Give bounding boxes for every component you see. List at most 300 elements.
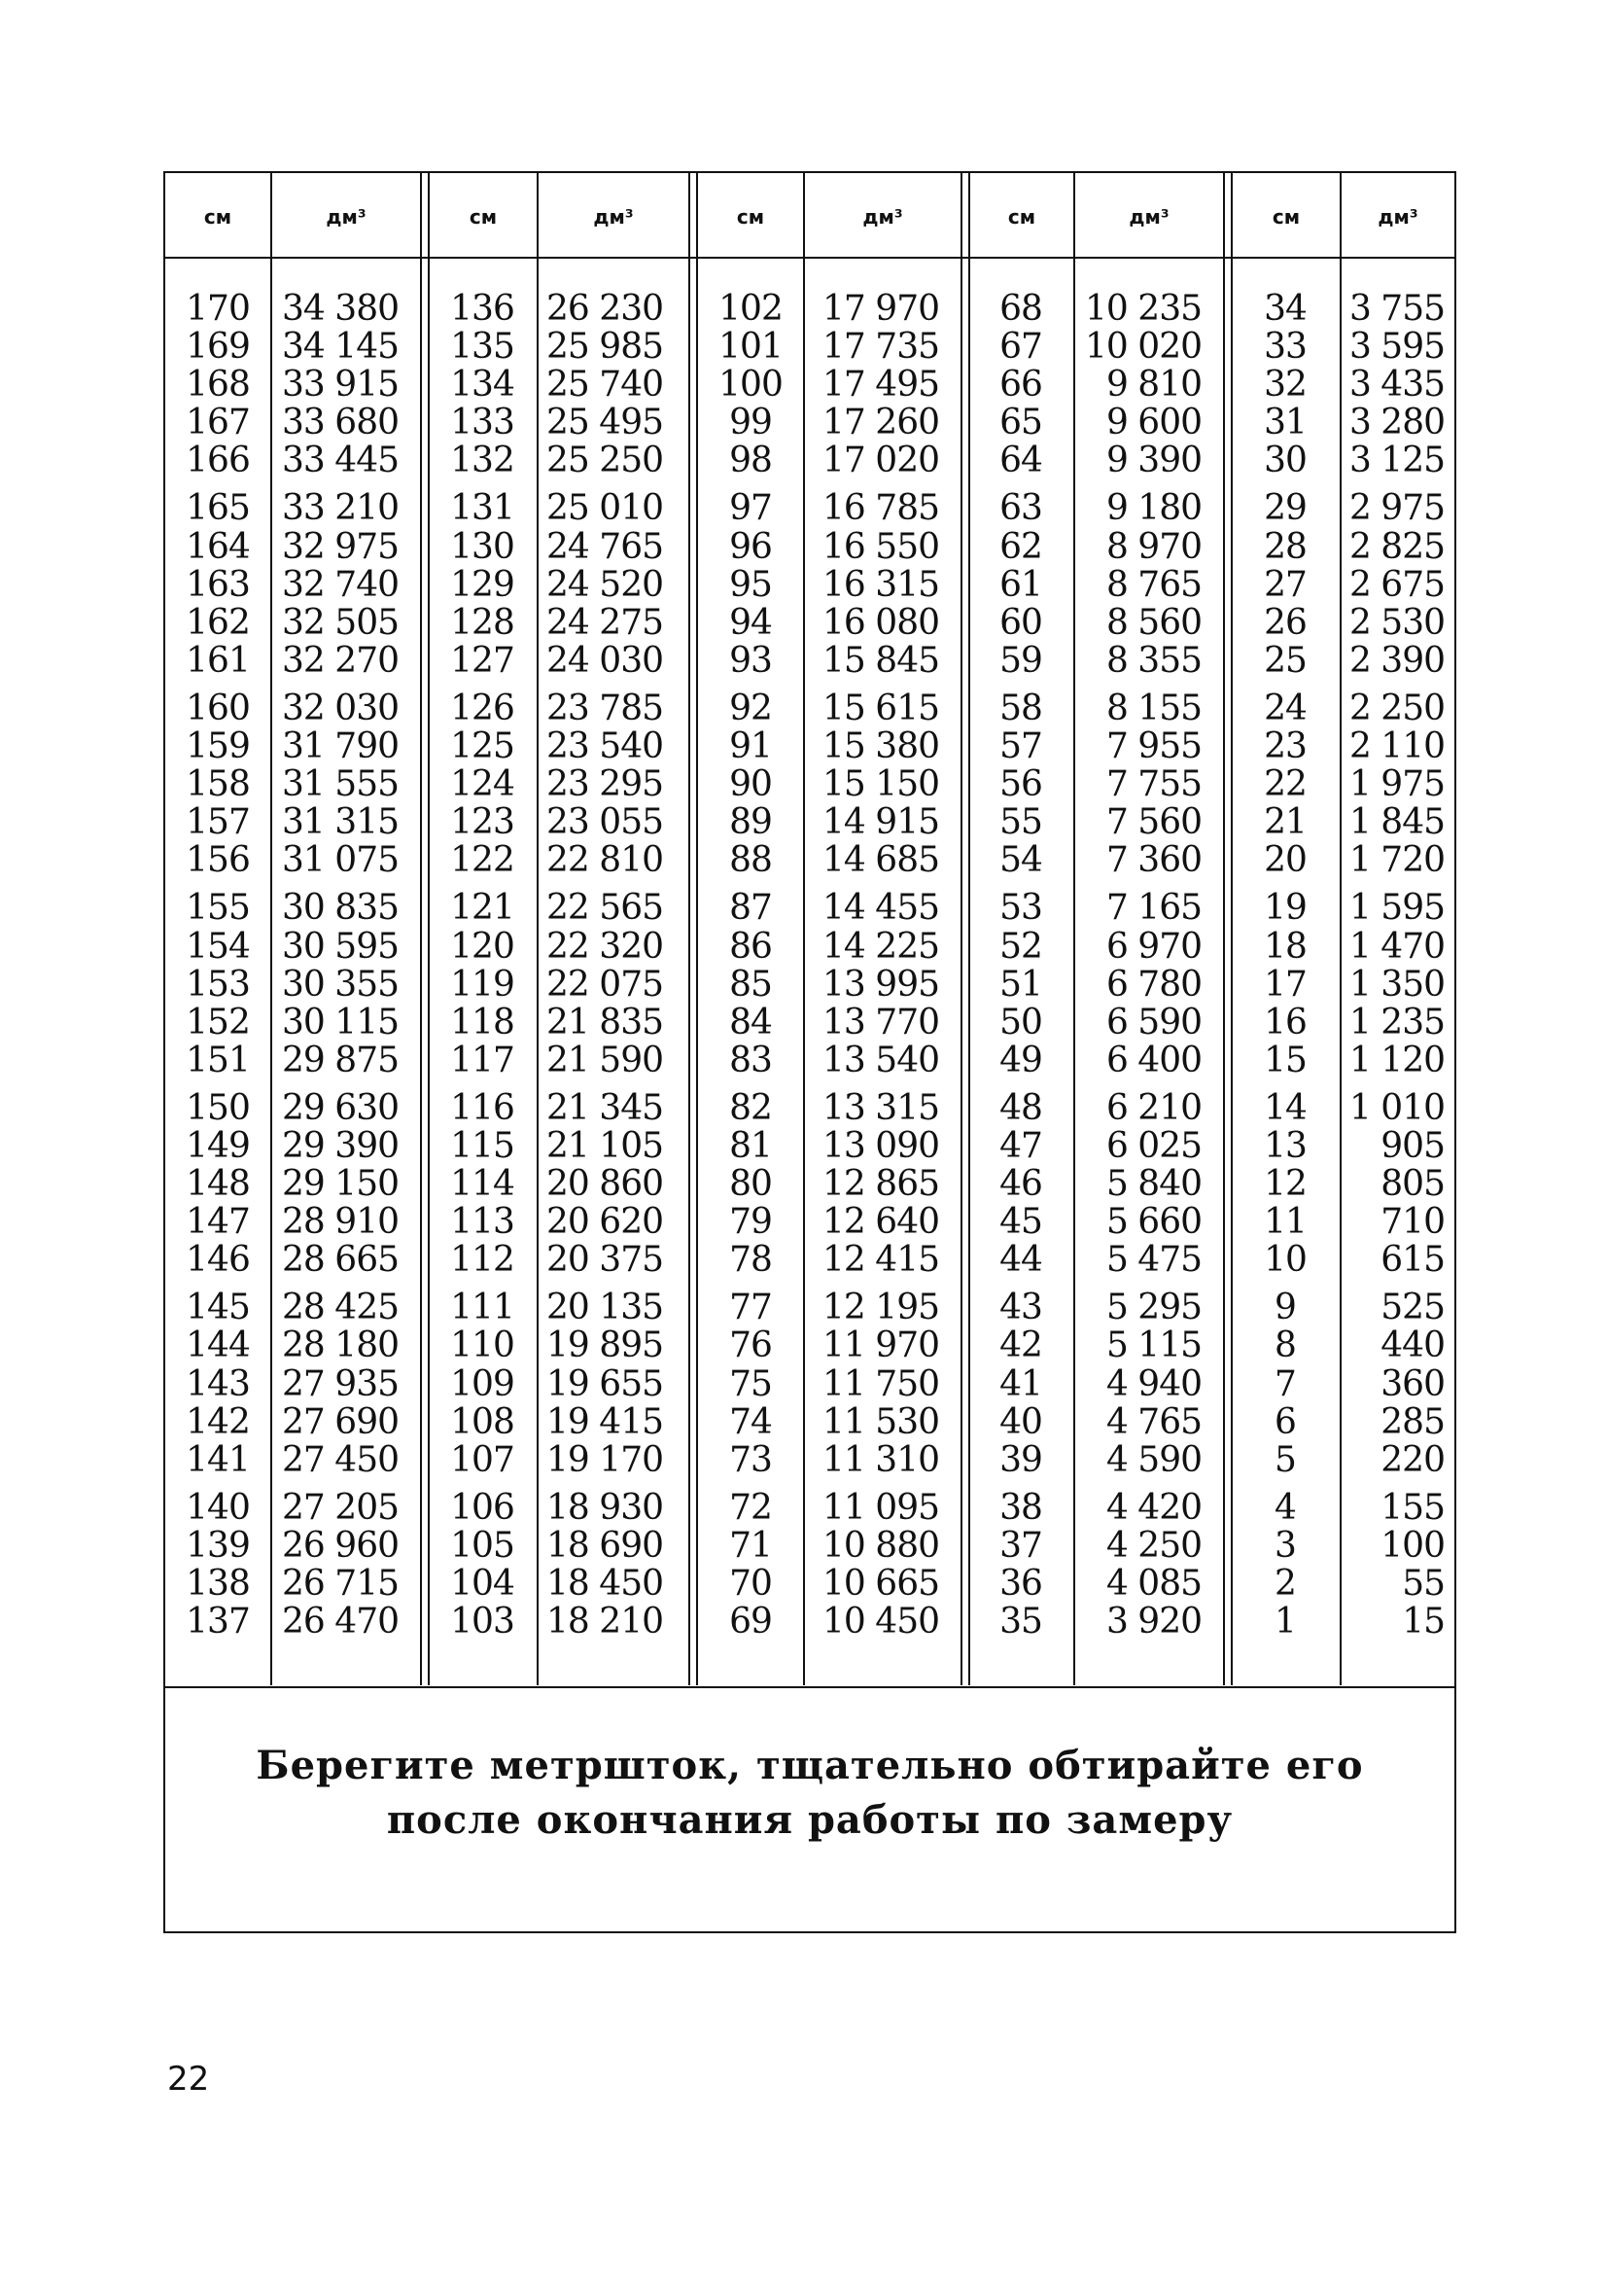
row-group xyxy=(274,489,399,679)
cm-cell: 91 xyxy=(729,726,772,767)
row-group xyxy=(274,1089,399,1279)
dm3-cell: 525 xyxy=(1380,1288,1445,1328)
row-group xyxy=(169,1289,266,1478)
row-group xyxy=(1344,1489,1445,1641)
cm-cell: 133 xyxy=(450,403,514,443)
cm-cell: 51 xyxy=(999,964,1042,1005)
dm3-cell: 13 090 xyxy=(822,1125,939,1166)
cm-cell: 4 xyxy=(1275,1487,1296,1528)
row-group xyxy=(434,290,531,479)
dm3-cell: 13 315 xyxy=(822,1087,939,1128)
cm-cell: 59 xyxy=(999,640,1042,681)
row-group xyxy=(434,1089,531,1279)
cm-cell: 11 xyxy=(1264,1202,1307,1243)
cm-cell: 5 xyxy=(1275,1439,1296,1480)
dm3-cell: 25 495 xyxy=(546,403,663,443)
dm3-cell: 29 630 xyxy=(282,1087,399,1128)
dm3-cell: 2 110 xyxy=(1348,726,1445,767)
column-rule xyxy=(537,173,539,1685)
row-group xyxy=(434,1489,531,1641)
cm-cell: 108 xyxy=(450,1401,514,1442)
cm-cell: 160 xyxy=(186,688,250,728)
dm3-cell: 3 435 xyxy=(1348,365,1445,406)
dm3-cell: 24 275 xyxy=(546,602,663,643)
row-group xyxy=(434,889,531,1078)
cm-cell: 80 xyxy=(729,1164,772,1205)
dm3-cell: 17 495 xyxy=(822,365,939,406)
cm-cell: 70 xyxy=(729,1564,772,1604)
cm-cell: 85 xyxy=(729,964,772,1005)
dm3-cell: 7 755 xyxy=(1105,764,1202,805)
dm3-cell: 2 390 xyxy=(1348,640,1445,681)
cm-cell: 17 xyxy=(1264,964,1307,1005)
cm-cell: 168 xyxy=(186,365,250,406)
cm-cell: 109 xyxy=(450,1363,514,1404)
cm-cell: 86 xyxy=(729,926,772,967)
cm-cell: 170 xyxy=(186,289,250,329)
cm-cell: 63 xyxy=(999,488,1042,529)
dm3-cell: 805 xyxy=(1380,1164,1445,1205)
dm3-cell: 11 095 xyxy=(822,1487,939,1528)
cm-cell: 10 xyxy=(1264,1240,1307,1281)
cm-column xyxy=(1237,290,1334,1650)
row-group xyxy=(274,1289,399,1478)
row-group xyxy=(702,889,799,1078)
cm-cell: 123 xyxy=(450,802,514,843)
cm-cell: 71 xyxy=(729,1525,772,1566)
dm3-cell: 33 445 xyxy=(282,441,399,481)
row-group xyxy=(972,889,1069,1078)
dm3-cell: 26 715 xyxy=(282,1564,399,1604)
dm3-cell: 26 230 xyxy=(546,289,663,329)
cm-cell: 150 xyxy=(186,1087,250,1128)
dm3-cell: 21 105 xyxy=(546,1125,663,1166)
cm-cell: 20 xyxy=(1264,840,1307,881)
dm3-cell: 30 355 xyxy=(282,964,399,1005)
dm3-cell: 11 750 xyxy=(822,1363,939,1404)
cm-cell: 57 xyxy=(999,726,1042,767)
cm-cell: 154 xyxy=(186,926,250,967)
dm3-cell: 16 785 xyxy=(822,488,939,529)
dm3-cell: 3 280 xyxy=(1348,403,1445,443)
cm-column xyxy=(702,290,799,1650)
row-group xyxy=(1344,1089,1445,1279)
cm-cell: 13 xyxy=(1264,1125,1307,1166)
cm-cell: 14 xyxy=(1264,1087,1307,1128)
dm3-cell: 155 xyxy=(1380,1487,1445,1528)
dm3-cell: 5 295 xyxy=(1105,1288,1202,1328)
dm3-cell: 15 845 xyxy=(822,640,939,681)
dm3-cell: 55 xyxy=(1402,1564,1445,1604)
page-number: 22 xyxy=(167,2060,210,2099)
dm3-cell: 7 360 xyxy=(1105,840,1202,881)
dm3-cell: 14 915 xyxy=(822,802,939,843)
header-dm3: дм³ xyxy=(326,205,367,229)
row-group xyxy=(1237,889,1334,1078)
dm3-cell: 10 880 xyxy=(822,1525,939,1566)
row-group xyxy=(1344,489,1445,679)
row-group xyxy=(541,1289,663,1478)
dm3-cell: 19 895 xyxy=(546,1325,663,1366)
cm-cell: 6 xyxy=(1275,1401,1296,1442)
cm-cell: 7 xyxy=(1275,1363,1296,1404)
dm3-cell: 7 955 xyxy=(1105,726,1202,767)
dm3-cell: 25 985 xyxy=(546,327,663,368)
row-group xyxy=(541,889,663,1078)
header-cm: см xyxy=(1272,205,1301,229)
column-rule xyxy=(1223,173,1225,1685)
dm3-cell: 1 470 xyxy=(1348,926,1445,967)
row-group xyxy=(169,889,266,1078)
dm3-cell: 28 665 xyxy=(282,1240,399,1281)
cm-cell: 42 xyxy=(999,1325,1042,1366)
row-group xyxy=(541,1489,663,1641)
dm3-cell: 33 915 xyxy=(282,365,399,406)
dm3-cell: 9 390 xyxy=(1105,441,1202,481)
cm-cell: 147 xyxy=(186,1202,250,1243)
dm3-cell: 1 720 xyxy=(1348,840,1445,881)
dm3-cell: 34 145 xyxy=(282,327,399,368)
dm3-cell: 16 080 xyxy=(822,602,939,643)
header-dm3: дм³ xyxy=(1378,205,1418,229)
cm-cell: 67 xyxy=(999,327,1042,368)
column-rule xyxy=(1073,173,1075,1685)
dm3-cell: 905 xyxy=(1380,1125,1445,1166)
cm-cell: 44 xyxy=(999,1240,1042,1281)
row-group xyxy=(1077,1289,1202,1478)
dm3-cell: 6 400 xyxy=(1105,1040,1202,1080)
cm-cell: 113 xyxy=(450,1202,514,1243)
column-rule xyxy=(696,173,698,1685)
dm3-cell: 19 655 xyxy=(546,1363,663,1404)
cm-cell: 152 xyxy=(186,1002,250,1042)
cm-cell: 111 xyxy=(450,1288,514,1328)
cm-cell: 98 xyxy=(729,441,772,481)
dm3-cell: 26 960 xyxy=(282,1525,399,1566)
dm3-cell: 5 840 xyxy=(1105,1164,1202,1205)
dm3-cell: 32 270 xyxy=(282,640,399,681)
cm-cell: 101 xyxy=(718,327,783,368)
dm3-cell: 32 505 xyxy=(282,602,399,643)
column-rule xyxy=(1231,173,1233,1685)
dm3-cell: 29 150 xyxy=(282,1164,399,1205)
cm-cell: 36 xyxy=(999,1564,1042,1604)
cm-cell: 148 xyxy=(186,1164,250,1205)
cm-cell: 129 xyxy=(450,564,514,605)
cm-cell: 58 xyxy=(999,688,1042,728)
cm-cell: 50 xyxy=(999,1002,1042,1042)
cm-cell: 105 xyxy=(450,1525,514,1566)
cm-cell: 130 xyxy=(450,526,514,567)
dm3-cell: 1 235 xyxy=(1348,1002,1445,1042)
dm3-cell: 22 320 xyxy=(546,926,663,967)
cm-cell: 99 xyxy=(729,403,772,443)
dm3-cell: 30 595 xyxy=(282,926,399,967)
dm3-cell: 17 735 xyxy=(822,327,939,368)
dm3-cell: 32 975 xyxy=(282,526,399,567)
dm3-cell: 24 765 xyxy=(546,526,663,567)
row-group xyxy=(702,290,799,479)
dm3-cell: 33 210 xyxy=(282,488,399,529)
cm-cell: 142 xyxy=(186,1401,250,1442)
row-group xyxy=(807,1289,939,1478)
cm-cell: 159 xyxy=(186,726,250,767)
cm-cell: 128 xyxy=(450,602,514,643)
column-rule xyxy=(270,173,272,1685)
dm3-cell: 26 470 xyxy=(282,1602,399,1643)
row-group xyxy=(274,290,399,479)
cm-cell: 18 xyxy=(1264,926,1307,967)
dm3-cell: 28 910 xyxy=(282,1202,399,1243)
cm-cell: 74 xyxy=(729,1401,772,1442)
dm3-cell: 1 845 xyxy=(1348,802,1445,843)
cm-cell: 122 xyxy=(450,840,514,881)
cm-cell: 53 xyxy=(999,888,1042,929)
cm-cell: 151 xyxy=(186,1040,250,1080)
cm-cell: 72 xyxy=(729,1487,772,1528)
dm3-cell: 10 665 xyxy=(822,1564,939,1604)
header-cm: см xyxy=(469,205,498,229)
dm3-cell: 18 930 xyxy=(546,1487,663,1528)
cm-cell: 169 xyxy=(186,327,250,368)
dm3-cell: 3 755 xyxy=(1348,289,1445,329)
dm3-cell: 1 595 xyxy=(1348,888,1445,929)
dm3-cell: 15 615 xyxy=(822,688,939,728)
cm-cell: 77 xyxy=(729,1288,772,1328)
dm3-cell: 7 165 xyxy=(1105,888,1202,929)
dm3-cell: 25 740 xyxy=(546,365,663,406)
cm-cell: 127 xyxy=(450,640,514,681)
dm3-cell: 31 075 xyxy=(282,840,399,881)
row-group xyxy=(1344,1289,1445,1478)
dm3-cell: 16 315 xyxy=(822,564,939,605)
cm-cell: 93 xyxy=(729,640,772,681)
dm3-cell: 30 835 xyxy=(282,888,399,929)
dm3-cell: 4 085 xyxy=(1105,1564,1202,1604)
dm3-cell: 8 765 xyxy=(1105,564,1202,605)
dm3-cell: 4 765 xyxy=(1105,1401,1202,1442)
dm3-cell: 6 025 xyxy=(1105,1125,1202,1166)
dm3-cell: 31 315 xyxy=(282,802,399,843)
cm-cell: 94 xyxy=(729,602,772,643)
row-group xyxy=(1077,489,1202,679)
header-dm3: дм³ xyxy=(862,205,903,229)
row-group xyxy=(1237,489,1334,679)
dm3-cell: 3 595 xyxy=(1348,327,1445,368)
cm-cell: 78 xyxy=(729,1240,772,1281)
dm3-cell: 5 475 xyxy=(1105,1240,1202,1281)
cm-cell: 119 xyxy=(450,964,514,1005)
cm-cell: 27 xyxy=(1264,564,1307,605)
cm-cell: 89 xyxy=(729,802,772,843)
dm3-cell: 20 620 xyxy=(546,1202,663,1243)
row-group xyxy=(702,1289,799,1478)
dm3-cell: 30 115 xyxy=(282,1002,399,1042)
row-group xyxy=(972,1289,1069,1478)
cm-cell: 54 xyxy=(999,840,1042,881)
dm3-cell: 12 640 xyxy=(822,1202,939,1243)
dm3-cell: 23 540 xyxy=(546,726,663,767)
dm3-cell: 11 530 xyxy=(822,1401,939,1442)
cm-cell: 124 xyxy=(450,764,514,805)
cm-cell: 46 xyxy=(999,1164,1042,1205)
cm-cell: 146 xyxy=(186,1240,250,1281)
cm-cell: 95 xyxy=(729,564,772,605)
cm-cell: 38 xyxy=(999,1487,1042,1528)
row-group xyxy=(169,1089,266,1279)
dm3-cell: 4 420 xyxy=(1105,1487,1202,1528)
cm-cell: 61 xyxy=(999,564,1042,605)
dm3-cell: 31 790 xyxy=(282,726,399,767)
dm3-cell: 1 350 xyxy=(1348,964,1445,1005)
row-group xyxy=(541,689,663,879)
dm3-cell: 23 295 xyxy=(546,764,663,805)
dm3-cell: 6 210 xyxy=(1105,1087,1202,1128)
cm-cell: 103 xyxy=(450,1602,514,1643)
dm3-cell: 25 250 xyxy=(546,441,663,481)
cm-cell: 131 xyxy=(450,488,514,529)
cm-cell: 21 xyxy=(1264,802,1307,843)
cm-cell: 79 xyxy=(729,1202,772,1243)
row-group xyxy=(434,489,531,679)
row-group xyxy=(1077,889,1202,1078)
row-group xyxy=(169,489,266,679)
row-group xyxy=(1344,689,1445,879)
dm3-cell: 8 155 xyxy=(1105,688,1202,728)
dm3-cell: 18 690 xyxy=(546,1525,663,1566)
cm-cell: 153 xyxy=(186,964,250,1005)
dm3-cell: 17 020 xyxy=(822,441,939,481)
cm-cell: 48 xyxy=(999,1087,1042,1128)
row-group xyxy=(807,1089,939,1279)
dm3-cell: 19 415 xyxy=(546,1401,663,1442)
row-group xyxy=(972,689,1069,879)
dm3-cell: 2 675 xyxy=(1348,564,1445,605)
cm-cell: 3 xyxy=(1275,1525,1296,1566)
row-group xyxy=(1077,1089,1202,1279)
dm3-cell: 32 740 xyxy=(282,564,399,605)
cm-cell: 87 xyxy=(729,888,772,929)
header-cm: см xyxy=(203,205,232,229)
cm-cell: 112 xyxy=(450,1240,514,1281)
dm3-cell: 5 660 xyxy=(1105,1202,1202,1243)
dm3-column xyxy=(807,290,939,1650)
row-group xyxy=(1237,689,1334,879)
cm-cell: 33 xyxy=(1264,327,1307,368)
dm3-cell: 14 685 xyxy=(822,840,939,881)
dm3-cell: 10 020 xyxy=(1085,327,1202,368)
cm-cell: 52 xyxy=(999,926,1042,967)
cm-cell: 68 xyxy=(999,289,1042,329)
dm3-cell: 33 680 xyxy=(282,403,399,443)
cm-cell: 62 xyxy=(999,526,1042,567)
cm-cell: 60 xyxy=(999,602,1042,643)
cm-cell: 40 xyxy=(999,1401,1042,1442)
cm-column xyxy=(169,290,266,1650)
dm3-cell: 15 xyxy=(1402,1602,1445,1643)
cm-cell: 157 xyxy=(186,802,250,843)
cm-cell: 43 xyxy=(999,1288,1042,1328)
cm-cell: 149 xyxy=(186,1125,250,1166)
column-rule xyxy=(428,173,430,1685)
header-dm3: дм³ xyxy=(1129,205,1170,229)
cm-cell: 37 xyxy=(999,1525,1042,1566)
column-rule xyxy=(420,173,422,1685)
cm-cell: 102 xyxy=(718,289,783,329)
cm-cell: 29 xyxy=(1264,488,1307,529)
cm-cell: 41 xyxy=(999,1363,1042,1404)
dm3-cell: 2 975 xyxy=(1348,488,1445,529)
cm-cell: 35 xyxy=(999,1602,1042,1643)
dm3-cell: 27 690 xyxy=(282,1401,399,1442)
dm3-cell: 18 210 xyxy=(546,1602,663,1643)
cm-cell: 156 xyxy=(186,840,250,881)
dm3-cell: 360 xyxy=(1380,1363,1445,1404)
cm-cell: 31 xyxy=(1264,403,1307,443)
row-group xyxy=(169,1489,266,1641)
cm-cell: 141 xyxy=(186,1439,250,1480)
cm-cell: 135 xyxy=(450,327,514,368)
cm-cell: 145 xyxy=(186,1288,250,1328)
cm-cell: 132 xyxy=(450,441,514,481)
dm3-cell: 3 920 xyxy=(1105,1602,1202,1643)
cm-cell: 64 xyxy=(999,441,1042,481)
header-cm: см xyxy=(1007,205,1036,229)
cm-cell: 106 xyxy=(450,1487,514,1528)
dm3-cell: 710 xyxy=(1380,1202,1445,1243)
dm3-cell: 25 010 xyxy=(546,488,663,529)
row-group xyxy=(702,489,799,679)
dm3-column xyxy=(1077,290,1202,1650)
cm-cell: 25 xyxy=(1264,640,1307,681)
dm3-cell: 6 970 xyxy=(1105,926,1202,967)
dm3-cell: 1 120 xyxy=(1348,1040,1445,1080)
cm-cell: 15 xyxy=(1264,1040,1307,1080)
dm3-cell: 21 345 xyxy=(546,1087,663,1128)
cm-cell: 24 xyxy=(1264,688,1307,728)
notice-line-1: Берегите метршток, тщательно обтирайте его xyxy=(256,1743,1364,1788)
row-group xyxy=(1237,1489,1334,1641)
dm3-cell: 4 250 xyxy=(1105,1525,1202,1566)
dm3-cell: 3 125 xyxy=(1348,441,1445,481)
cm-cell: 84 xyxy=(729,1002,772,1042)
row-group xyxy=(972,1489,1069,1641)
dm3-cell: 9 180 xyxy=(1105,488,1202,529)
dm3-cell: 29 390 xyxy=(282,1125,399,1166)
row-group xyxy=(702,1489,799,1641)
dm3-cell: 31 555 xyxy=(282,764,399,805)
cm-cell: 22 xyxy=(1264,764,1307,805)
dm3-cell: 22 565 xyxy=(546,888,663,929)
row-group xyxy=(169,290,266,479)
row-group xyxy=(807,689,939,879)
cm-cell: 139 xyxy=(186,1525,250,1566)
cm-cell: 138 xyxy=(186,1564,250,1604)
row-group xyxy=(702,689,799,879)
dm3-cell: 27 450 xyxy=(282,1439,399,1480)
volume-table xyxy=(163,171,1456,1933)
dm3-cell: 12 195 xyxy=(822,1288,939,1328)
cm-cell: 126 xyxy=(450,688,514,728)
row-group xyxy=(541,489,663,679)
dm3-cell: 615 xyxy=(1380,1240,1445,1281)
dm3-cell: 7 560 xyxy=(1105,802,1202,843)
dm3-cell: 24 030 xyxy=(546,640,663,681)
dm3-cell: 14 455 xyxy=(822,888,939,929)
dm3-cell: 22 075 xyxy=(546,964,663,1005)
header-cm: см xyxy=(736,205,765,229)
cm-cell: 26 xyxy=(1264,602,1307,643)
